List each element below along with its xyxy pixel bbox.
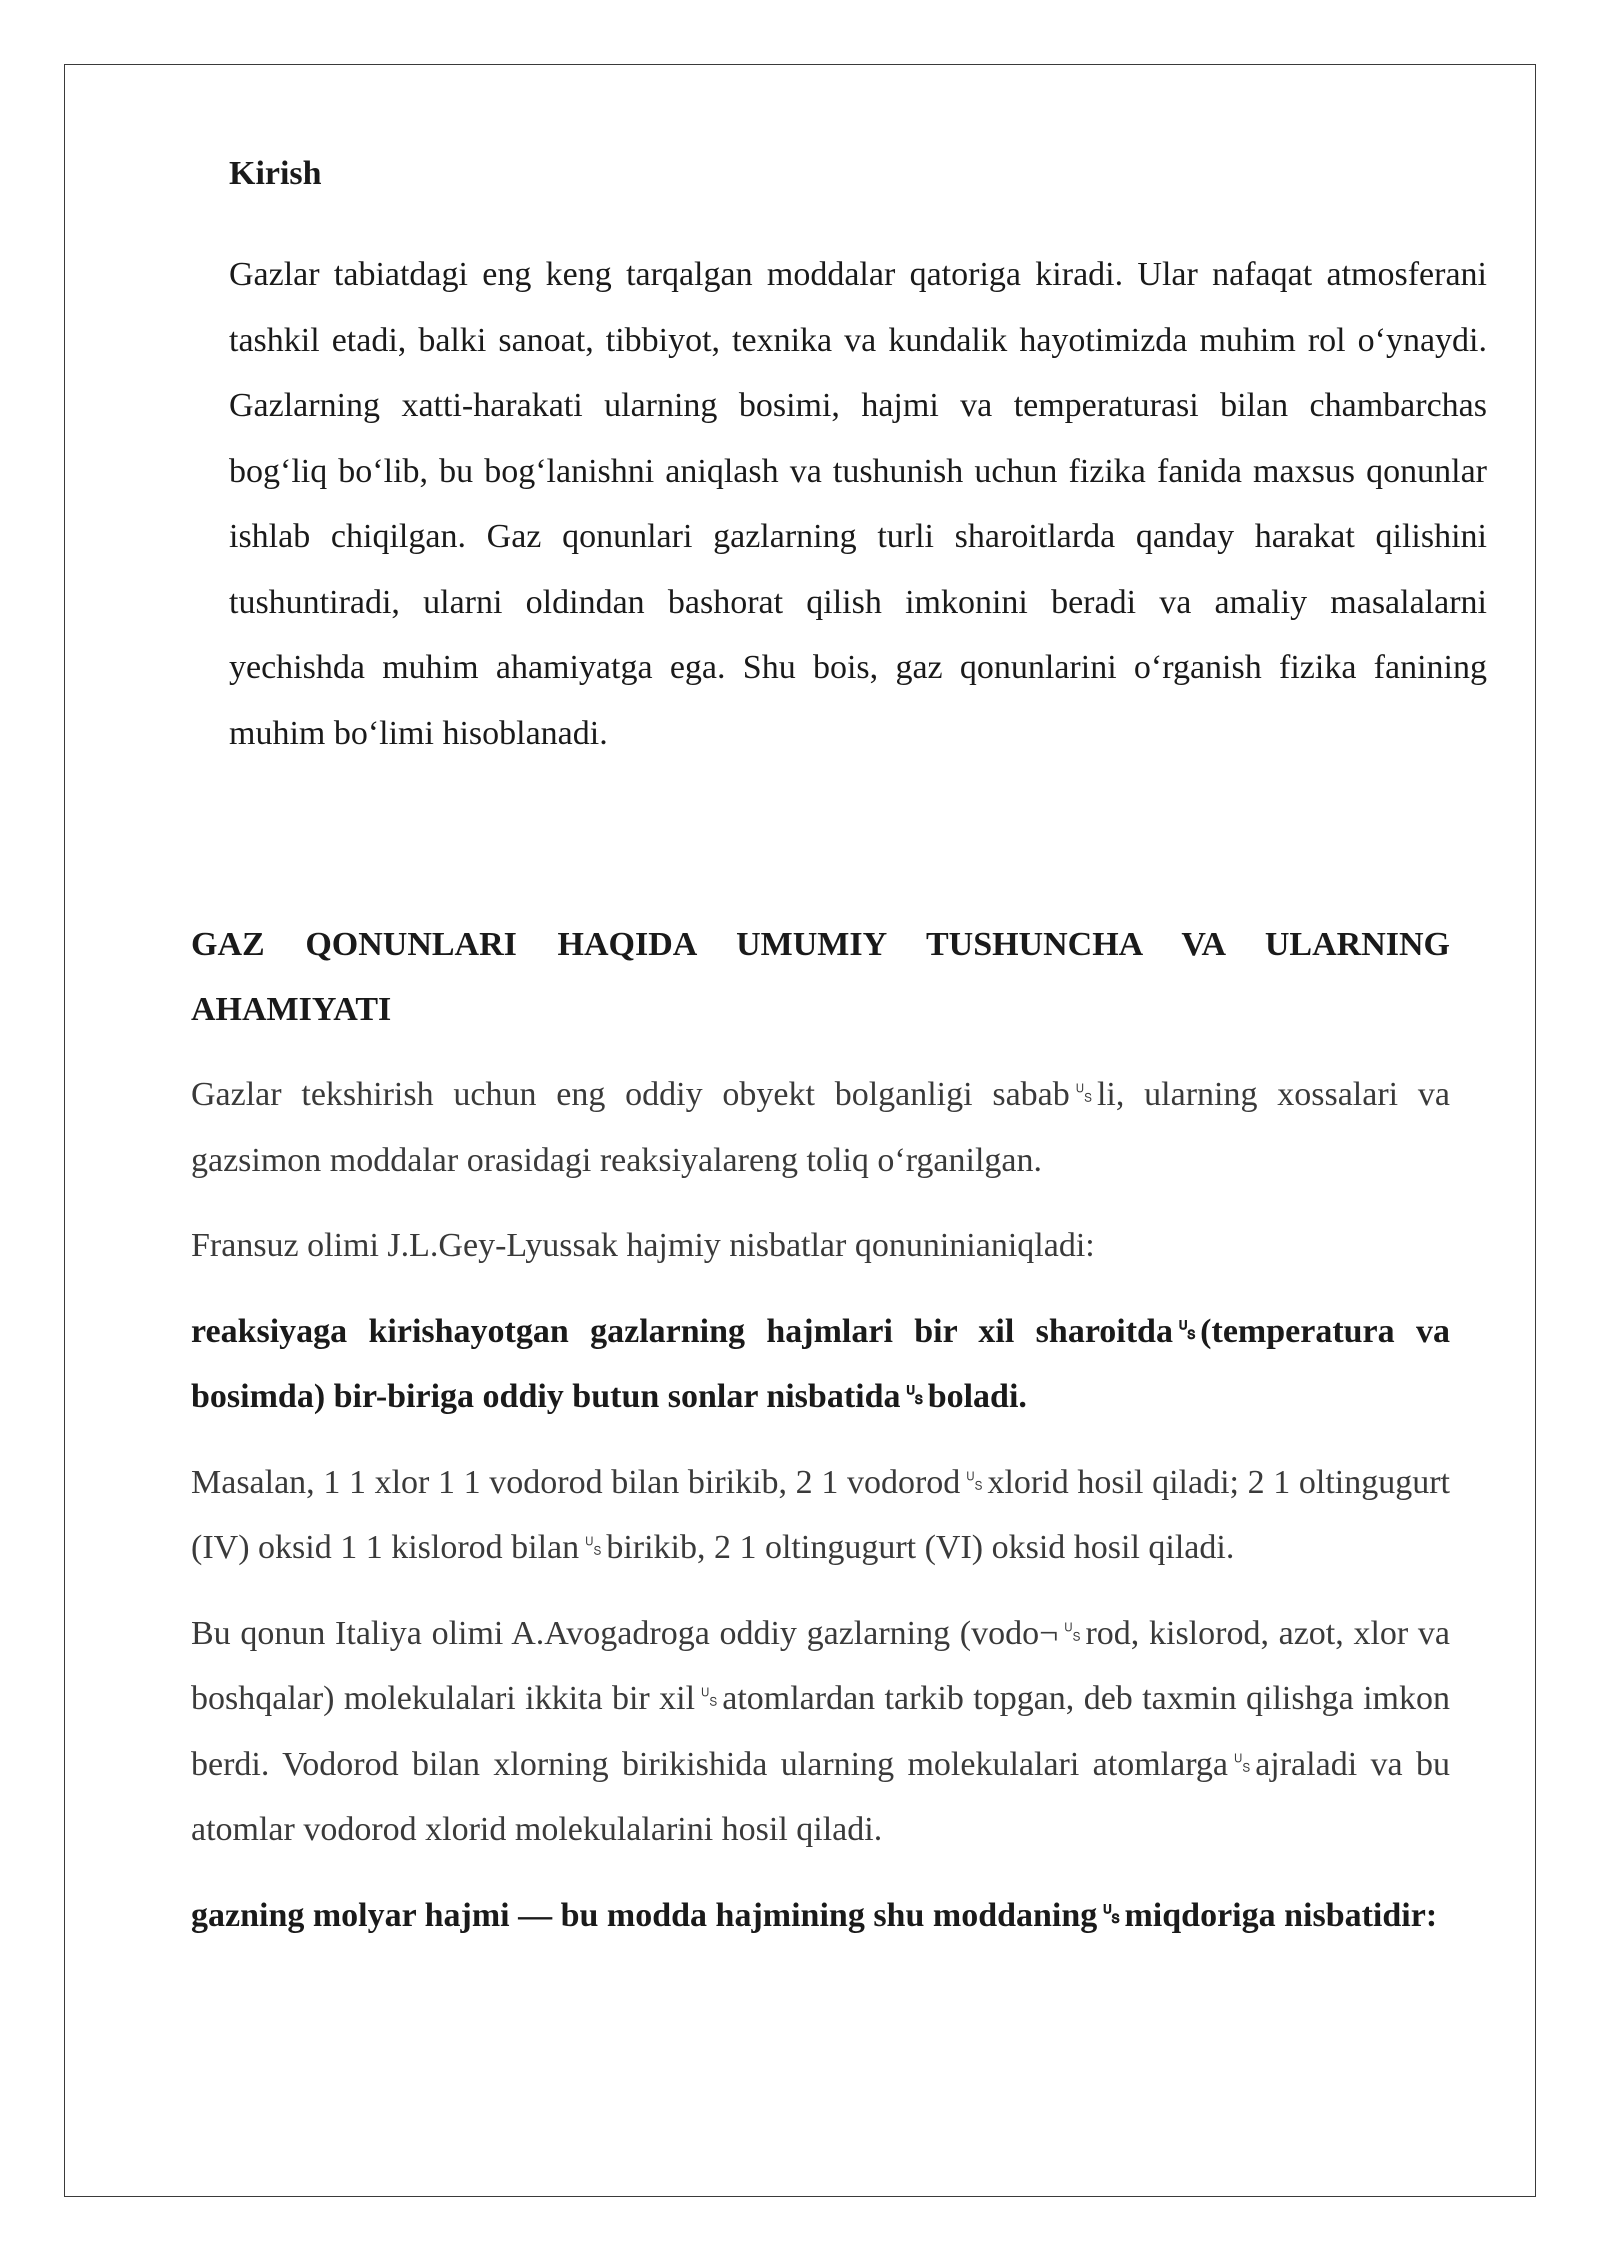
paragraph-gay-lussac: Fransuz olimi J.L.Gey-Lyussak hajmiy nisbatlar qonuninianiqladi: — [191, 1227, 1095, 1264]
paragraph-volume-law: reaksiyaga kirishayotgan gazlarning hajmlari bir xil sharoitda␟(temperatura va bosimda) bir-biriga oddiy butun sonlar nisbatida␟boladi. — [191, 1312, 1450, 1415]
paragraph-molar-volume: gazning molyar hajmi — bu modda hajmining shu moddaning␟miqdoriga nisbatidir: — [191, 1896, 1438, 1934]
section-heading: GAZ QONUNLARI HAQIDA UMUMIY TUSHUNCHA VA ULARNING AHAMIYATI — [191, 926, 1450, 1028]
intro-paragraph: Gazlar tabiatdagi eng keng tarqalgan moddalar qatoriga kiradi. Ular nafaqat atmosferani tashkil etadi, balki sanoat, tibbiyot, texnika va kundalik hayotimizda muhim rol o‘ynaydi. Gazlarning xatti-harakati ularning bosimi, hajmi va temperaturasi bilan chambarchas bog‘liq bo‘lib, bu bog‘lanishni aniqlash va tushunish uchun fizika fanida maxsus qonunlar ishlab chiqilgan. Gaz qonunlari gazlarning turli sharoitlarda qanday harakat qilishini tushuntiradi, ularni oldindan bashorat qilish imkonini beradi va amaliy masalalarni yechishda muhim ahamiyatga ega. Shu bois, gaz qonunlarini o‘rganish fizika fanining muhim bo‘limi hisoblanadi. — [229, 256, 1487, 752]
main-section — [191, 912, 1450, 1968]
paragraph-gas-properties: Gazlar tekshirish uchun eng oddiy obyekt bolganligi sabab␟li, ularning xossalari va gazsimon moddalar orasidagi reaksiyalareng toliq o‘rganilgan. — [191, 1076, 1450, 1179]
paragraph-avogadro: Bu qonun Italiya olimi A.Avogadroga oddiy gazlarning (vodo¬␟rod, kislorod, azot, xlor va boshqalar) molekulalari ikkita bir xil␟atomlardan tarkib topgan, deb taxmin qilishga imkon berdi. Vodorod bilan xlorning birikishida ularning molekulalari atomlarga␟ajraladi va bu atomlar vodorod xlorid molekulalarini hosil qiladi. — [191, 1614, 1450, 1848]
intro-section — [229, 150, 1487, 766]
paragraph-example: Masalan, 1 1 xlor 1 1 vodorod bilan birikib, 2 1 vodorod␟xlorid hosil qiladi; 2 1 oltingugurt (IV) oksid 1 1 kislorod bilan␟birikib, 2 1 oltingugurt (VI) oksid hosil qiladi. — [191, 1463, 1450, 1566]
intro-heading: Kirish — [229, 155, 322, 192]
